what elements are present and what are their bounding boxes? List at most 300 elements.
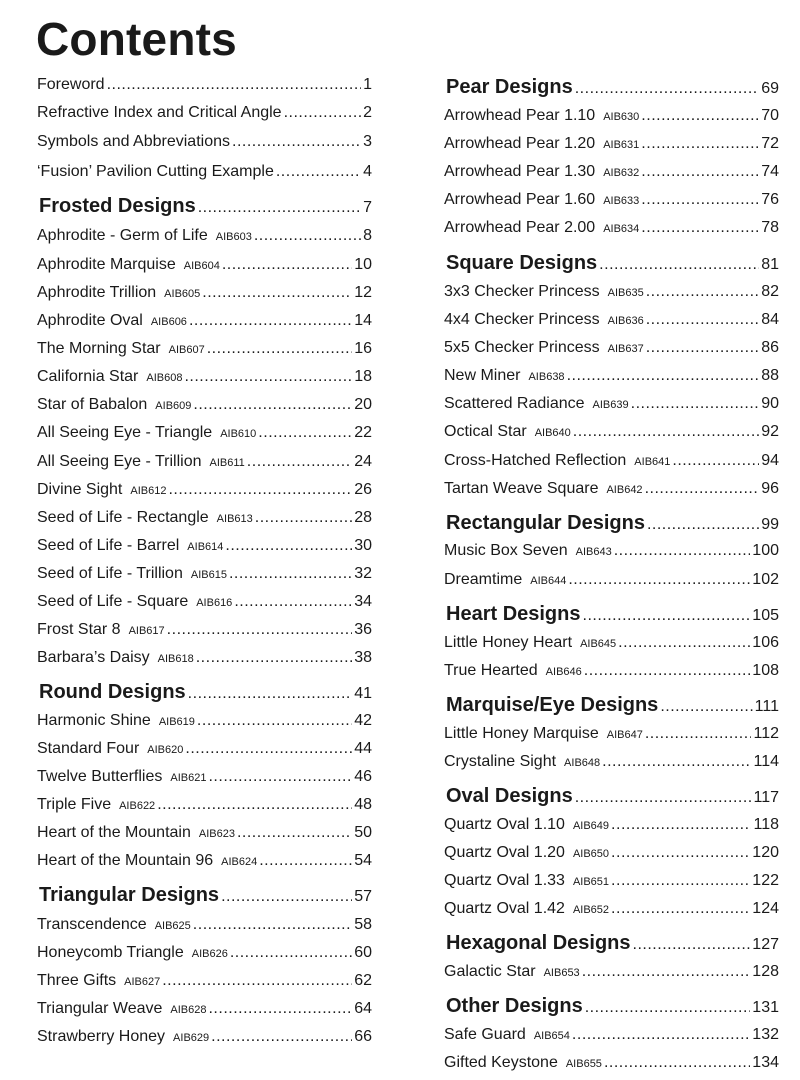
dot-leader (168, 481, 352, 499)
toc-entry[interactable] (37, 944, 372, 962)
page-number: 124 (752, 900, 779, 917)
entry-title: California Star (37, 368, 139, 385)
entry-code: AIB634 (603, 223, 640, 235)
toc-entry[interactable] (444, 900, 779, 918)
toc-entry[interactable] (444, 1054, 779, 1072)
page-number: 108 (752, 662, 779, 679)
section-title: Rectangular Designs (446, 512, 645, 534)
dot-leader (584, 662, 751, 680)
entry-title: Aphrodite - Germ of Life (37, 227, 208, 244)
toc-entry[interactable] (444, 395, 779, 413)
entry-code: AIB648 (564, 757, 601, 769)
entry-code: AIB606 (150, 316, 187, 328)
page-number: 4 (363, 163, 372, 180)
page-number: 62 (354, 972, 372, 989)
dot-leader (599, 256, 759, 274)
dot-leader (234, 593, 352, 611)
entry-code: AIB645 (580, 638, 617, 650)
section-title: Heart Designs (446, 603, 581, 625)
toc-section-heading[interactable] (444, 603, 779, 626)
dot-leader (602, 753, 751, 771)
page-number: 32 (354, 565, 372, 582)
page-number: 54 (354, 852, 372, 869)
dot-leader (641, 163, 759, 181)
entry-code: AIB647 (606, 729, 643, 741)
entry-title: Foreword (37, 76, 105, 93)
entry-title: Music Box Seven (444, 542, 568, 559)
toc-entry[interactable] (37, 312, 372, 330)
dot-leader (646, 311, 759, 329)
page-number: 46 (354, 768, 372, 785)
page-number: 3 (363, 133, 372, 150)
dot-leader (196, 649, 352, 667)
toc-section-heading[interactable] (444, 512, 779, 535)
entry-code: AIB639 (592, 399, 629, 411)
entry-title: Seed of Life - Square (37, 593, 189, 610)
entry-code: AIB616 (196, 597, 233, 609)
page-number: 28 (354, 509, 372, 526)
entry-title: Standard Four (37, 740, 140, 757)
dot-leader (567, 367, 760, 385)
entry-title: Barbara’s Daisy (37, 649, 150, 666)
dot-leader (197, 712, 352, 730)
toc-entry[interactable] (37, 424, 372, 442)
dot-leader (645, 725, 752, 743)
dot-leader (660, 698, 752, 716)
entry-title: Dreamtime (444, 571, 523, 588)
dot-leader (230, 944, 352, 962)
entry-title: Divine Sight (37, 481, 123, 498)
toc-entry[interactable] (37, 76, 372, 94)
page-number: 92 (761, 423, 779, 440)
page-number: 72 (761, 135, 779, 152)
page-number: 100 (752, 542, 779, 559)
page-number: 57 (354, 888, 372, 905)
dot-leader (193, 916, 352, 934)
entry-title: Quartz Oval 1.20 (444, 844, 565, 861)
dot-leader (193, 396, 352, 414)
page-number: 70 (761, 107, 779, 124)
entry-code: AIB652 (572, 904, 610, 916)
toc-entry[interactable] (444, 542, 779, 560)
entry-title: Galactic Star (444, 963, 536, 980)
toc-entry[interactable] (37, 509, 372, 527)
entry-title: Arrowhead Pear 2.00 (444, 219, 596, 236)
entry-code: AIB638 (528, 371, 565, 383)
page-number: 131 (752, 999, 779, 1016)
section-title: Round Designs (39, 681, 186, 703)
entry-title: Twelve Butterflies (37, 768, 163, 785)
dot-leader (157, 796, 352, 814)
dot-leader (573, 423, 759, 441)
dot-leader (185, 740, 352, 758)
page-number: 132 (752, 1026, 779, 1043)
page-title: Contents (36, 13, 237, 65)
toc-entry[interactable] (444, 367, 779, 385)
section-title: Pear Designs (446, 76, 573, 98)
page-number: 48 (354, 796, 372, 813)
toc-entry[interactable] (444, 339, 779, 357)
entry-title: Aphrodite Trillion (37, 284, 157, 301)
toc-section-heading[interactable] (444, 252, 779, 275)
entry-code: AIB627 (124, 976, 161, 988)
entry-code: AIB651 (572, 876, 610, 888)
toc-entry[interactable] (37, 368, 372, 386)
entry-code: AIB619 (158, 716, 195, 728)
section-title: Square Designs (446, 252, 598, 274)
toc-entry[interactable] (37, 256, 372, 274)
entry-title: Frost Star 8 (37, 621, 121, 638)
page-number: 8 (363, 227, 372, 244)
toc-entry[interactable] (37, 1000, 372, 1018)
section-title: Triangular Designs (39, 884, 220, 906)
dot-leader (208, 768, 352, 786)
dot-leader (568, 571, 750, 589)
page-number: 94 (761, 452, 779, 469)
entry-title: Scattered Radiance (444, 395, 585, 412)
entry-code: AIB623 (198, 828, 235, 840)
dot-leader (229, 565, 352, 583)
entry-code: AIB629 (173, 1032, 210, 1044)
toc-section-heading[interactable] (444, 785, 779, 808)
entry-title: Triple Five (37, 796, 112, 813)
toc-entry[interactable] (37, 1028, 372, 1046)
toc-entry[interactable] (444, 662, 779, 680)
entry-title: 5x5 Checker Princess (444, 339, 600, 356)
dot-leader (221, 888, 352, 906)
dot-leader (207, 340, 353, 358)
toc-entry[interactable] (444, 634, 779, 652)
entry-code: AIB636 (607, 315, 644, 327)
entry-title: Arrowhead Pear 1.30 (444, 163, 596, 180)
entry-title: Quartz Oval 1.10 (444, 816, 565, 833)
toc-entry[interactable] (37, 453, 372, 471)
toc-entry[interactable] (444, 816, 779, 834)
entry-title: Heart of the Mountain 96 (37, 852, 214, 869)
entry-title: Heart of the Mountain (37, 824, 191, 841)
entry-code: AIB654 (533, 1030, 570, 1042)
entry-title: Arrowhead Pear 1.60 (444, 191, 596, 208)
page-number: 76 (761, 191, 779, 208)
entry-title: Star of Babalon (37, 396, 148, 413)
toc-entry[interactable] (444, 107, 779, 125)
entry-code: AIB612 (130, 485, 167, 497)
entry-code: AIB621 (170, 772, 207, 784)
entry-code: AIB626 (191, 948, 228, 960)
dot-leader (222, 256, 352, 274)
toc-entry[interactable] (37, 972, 372, 990)
entry-title: Arrowhead Pear 1.10 (444, 107, 596, 124)
entry-title: Aphrodite Marquise (37, 256, 176, 273)
toc-entry[interactable] (37, 227, 372, 245)
entry-code: AIB653 (543, 967, 580, 979)
toc-entry[interactable] (37, 593, 372, 611)
toc-entry[interactable] (444, 135, 779, 153)
toc-entry[interactable] (444, 753, 779, 771)
toc-section-heading[interactable] (37, 195, 372, 218)
page-number: 84 (761, 311, 779, 328)
dot-leader (611, 844, 750, 862)
page-number: 122 (752, 872, 779, 889)
entry-title: Refractive Index and Critical Angle (37, 104, 282, 121)
entry-code: AIB607 (168, 344, 205, 356)
page-number: 42 (354, 712, 372, 729)
toc-entry[interactable] (37, 133, 372, 151)
entry-code: AIB613 (216, 513, 253, 525)
toc-entry[interactable] (37, 621, 372, 639)
page-number: 74 (761, 163, 779, 180)
entry-code: AIB624 (221, 856, 258, 868)
page-number: 44 (354, 740, 372, 757)
page-number: 106 (752, 634, 779, 651)
entry-title: Transcendence (37, 916, 147, 933)
page-number: 18 (354, 368, 372, 385)
dot-leader (611, 872, 750, 890)
page-number: 66 (354, 1028, 372, 1045)
dot-leader (641, 191, 759, 209)
toc-entry[interactable] (37, 565, 372, 583)
page-number: 99 (761, 516, 779, 533)
dot-leader (162, 972, 352, 990)
toc-entry[interactable] (444, 423, 779, 441)
dot-leader (572, 1026, 750, 1044)
toc-entry[interactable] (444, 283, 779, 301)
page-number: 90 (761, 395, 779, 412)
page-number: 102 (752, 571, 779, 588)
toc-entry[interactable] (444, 1026, 779, 1044)
entry-code: AIB625 (154, 920, 191, 932)
toc-entry[interactable] (37, 163, 372, 181)
page-number: 114 (753, 753, 779, 770)
entry-code: AIB646 (545, 666, 582, 678)
entry-title: Safe Guard (444, 1026, 526, 1043)
toc-entry[interactable] (37, 796, 372, 814)
page-number: 69 (761, 80, 779, 97)
page-number: 128 (752, 963, 779, 980)
toc-entry[interactable] (444, 191, 779, 209)
toc-entry[interactable] (37, 852, 372, 870)
section-title: Hexagonal Designs (446, 932, 631, 954)
toc-entry[interactable] (444, 163, 779, 181)
page-number: 118 (753, 816, 779, 833)
entry-code: AIB603 (215, 231, 252, 243)
entry-code: AIB633 (603, 195, 640, 207)
dot-leader (284, 104, 362, 122)
toc-entry[interactable] (37, 824, 372, 842)
entry-title: New Miner (444, 367, 521, 384)
dot-leader (202, 284, 352, 302)
entry-code: AIB632 (603, 167, 640, 179)
toc-entry[interactable] (444, 872, 779, 890)
dot-leader (631, 395, 760, 413)
entry-title: Strawberry Honey (37, 1028, 166, 1045)
entry-title: 3x3 Checker Princess (444, 283, 600, 300)
entry-code: AIB605 (164, 288, 201, 300)
dot-leader (188, 685, 353, 703)
entry-code: AIB622 (119, 800, 156, 812)
entry-title: All Seeing Eye - Triangle (37, 424, 213, 441)
entry-code: AIB604 (183, 260, 220, 272)
toc-entry[interactable] (37, 396, 372, 414)
entry-title: Little Honey Heart (444, 634, 573, 651)
entry-code: AIB620 (147, 744, 184, 756)
entry-title: Quartz Oval 1.33 (444, 872, 565, 889)
dot-leader (189, 312, 352, 330)
toc-entry[interactable] (37, 104, 372, 122)
dot-leader (575, 789, 752, 807)
dot-leader (198, 199, 361, 217)
entry-title: Seed of Life - Barrel (37, 537, 180, 554)
page-number: 96 (761, 480, 779, 497)
page-number: 105 (752, 607, 779, 624)
dot-leader (237, 824, 352, 842)
dot-leader (618, 634, 750, 652)
dot-leader (604, 1054, 750, 1072)
entry-code: AIB644 (530, 575, 567, 587)
dot-leader (614, 542, 751, 560)
entry-code: AIB640 (534, 427, 571, 439)
entry-code: AIB615 (190, 569, 227, 581)
dot-leader (254, 227, 361, 245)
toc-entry[interactable] (37, 916, 372, 934)
dot-leader (208, 1000, 352, 1018)
entry-code: AIB649 (572, 820, 610, 832)
dot-leader (255, 509, 352, 527)
entry-title: 4x4 Checker Princess (444, 311, 600, 328)
entry-code: AIB610 (220, 428, 257, 440)
toc-section-heading[interactable] (444, 694, 779, 717)
page-number: 41 (354, 685, 372, 702)
entry-title: Honeycomb Triangle (37, 944, 184, 961)
dot-leader (583, 607, 751, 625)
page-number: 7 (363, 199, 372, 216)
toc-entry[interactable] (37, 537, 372, 555)
entry-code: AIB630 (603, 111, 640, 123)
toc-section-heading[interactable] (444, 76, 779, 99)
toc-entry[interactable] (444, 311, 779, 329)
toc-entry[interactable] (37, 768, 372, 786)
dot-leader (258, 424, 352, 442)
entry-title: Octical Star (444, 423, 527, 440)
toc-entry[interactable] (37, 481, 372, 499)
page-number: 24 (354, 453, 372, 470)
entry-code: AIB608 (146, 372, 183, 384)
dot-leader (167, 621, 353, 639)
dot-leader (211, 1028, 352, 1046)
toc-entry[interactable] (37, 712, 372, 730)
page-number: 64 (354, 1000, 372, 1017)
entry-title: Gifted Keystone (444, 1054, 558, 1071)
page-number: 1 (363, 76, 372, 93)
toc-entry[interactable] (444, 571, 779, 589)
page-number: 22 (354, 424, 372, 441)
toc-entry[interactable] (444, 963, 779, 981)
page-number: 82 (761, 283, 779, 300)
entry-title: Seed of Life - Trillion (37, 565, 183, 582)
entry-title: Triangular Weave (37, 1000, 163, 1017)
dot-leader (672, 452, 759, 470)
entry-title: Crystaline Sight (444, 753, 557, 770)
toc-entry[interactable] (37, 340, 372, 358)
page-number: 127 (752, 936, 779, 953)
toc-section-heading[interactable] (37, 681, 372, 704)
dot-leader (646, 339, 759, 357)
toc-entry[interactable] (444, 480, 779, 498)
entry-code: AIB642 (606, 484, 643, 496)
page-number: 38 (354, 649, 372, 666)
page-number: 78 (761, 219, 779, 236)
dot-leader (247, 453, 352, 471)
entry-code: AIB650 (572, 848, 610, 860)
toc-entry[interactable] (444, 725, 779, 743)
toc-section-heading[interactable] (37, 884, 372, 907)
dot-leader (259, 852, 352, 870)
entry-code: AIB631 (603, 139, 640, 151)
dot-leader (582, 963, 751, 981)
entry-title: Seed of Life - Rectangle (37, 509, 209, 526)
dot-leader (645, 480, 760, 498)
entry-title: Symbols and Abbreviations (37, 133, 230, 150)
toc-section-heading[interactable] (444, 932, 779, 955)
toc-entry[interactable] (444, 844, 779, 862)
page-number: 16 (354, 340, 372, 357)
entry-code: AIB628 (170, 1004, 207, 1016)
entry-code: AIB618 (157, 653, 194, 665)
section-title: Frosted Designs (39, 195, 196, 217)
section-title: Marquise/Eye Designs (446, 694, 659, 716)
page-number: 112 (753, 725, 779, 742)
dot-leader (107, 76, 362, 94)
page-number: 26 (354, 481, 372, 498)
toc-entry[interactable] (444, 452, 779, 470)
entry-title: All Seeing Eye - Trillion (37, 453, 202, 470)
toc-section-heading[interactable] (444, 995, 779, 1018)
page-number: 111 (754, 698, 779, 715)
section-title: Other Designs (446, 995, 583, 1017)
dot-leader (225, 537, 352, 555)
dot-leader (641, 219, 759, 237)
page-number: 14 (354, 312, 372, 329)
dot-leader (641, 107, 759, 125)
toc-entry[interactable] (444, 219, 779, 237)
entry-title: Quartz Oval 1.42 (444, 900, 565, 917)
page-number: 88 (761, 367, 779, 384)
dot-leader (585, 999, 751, 1017)
page-number: 34 (354, 593, 372, 610)
dot-leader (611, 900, 750, 918)
entry-code: AIB643 (575, 546, 612, 558)
toc-entry[interactable] (37, 649, 372, 667)
entry-title: Cross-Hatched Reflection (444, 452, 627, 469)
page-number: 20 (354, 396, 372, 413)
page-number: 117 (753, 789, 779, 806)
entry-title: True Hearted (444, 662, 538, 679)
entry-code: AIB614 (187, 541, 224, 553)
toc-entry[interactable] (37, 284, 372, 302)
entry-title: Little Honey Marquise (444, 725, 599, 742)
entry-title: Arrowhead Pear 1.20 (444, 135, 596, 152)
page-number: 10 (354, 256, 372, 273)
dot-leader (641, 135, 759, 153)
entry-code: AIB655 (565, 1058, 602, 1070)
dot-leader (647, 516, 759, 534)
toc-entry[interactable] (37, 740, 372, 758)
entry-code: AIB637 (607, 343, 644, 355)
entry-code: AIB609 (155, 400, 192, 412)
page-number: 60 (354, 944, 372, 961)
page-number: 81 (761, 256, 779, 273)
dot-leader (276, 163, 361, 181)
